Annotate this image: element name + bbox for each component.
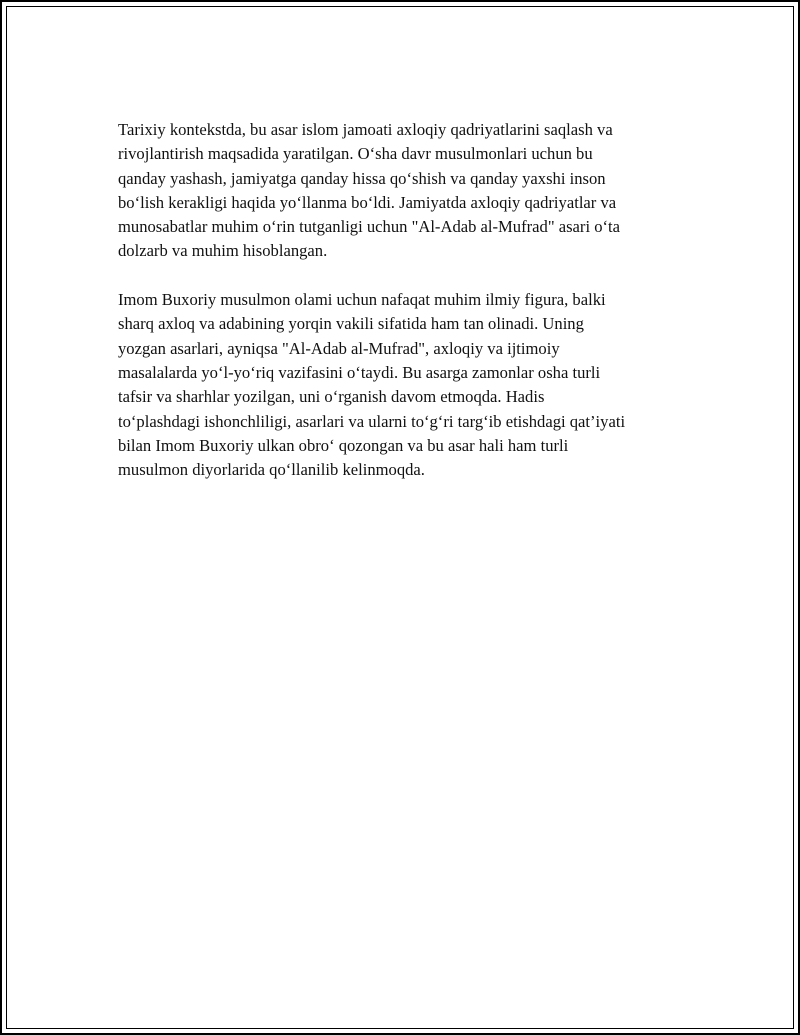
text-line: yozgan asarlari, ayniqsa "Al-Adab al-Mufrad", axloqiy va ijtimoiy <box>118 338 560 358</box>
text-line: bilan Imom Buxoriy ulkan obro‘ qozongan va bu asar hali ham turli <box>118 435 569 455</box>
text-line: Tarixiy kontekstda, bu asar islom jamoati axloqiy qadriyatlarini saqlash va <box>118 120 613 139</box>
paragraph-1 <box>118 118 698 264</box>
text-line: munosabatlar muhim o‘rin tutganligi uchun "Al-Adab al-Mufrad" asari o‘ta <box>118 217 621 237</box>
text-line: Imom Buxoriy musulmon olami uchun nafaqat muhim ilmiy figura, balki <box>118 290 606 310</box>
text-line: bo‘lish kerakligi haqida yo‘llanma bo‘ldi. Jamiyatda axloqiy qadriyatlar va <box>118 192 617 212</box>
text-line: masalalarda yo‘l-yo‘riq vazifasini o‘taydi. Bu asarga zamonlar osha turli <box>118 362 601 382</box>
text-line: rivojlantirish maqsadida yaratilgan. O‘sha davr musulmonlari uchun bu <box>118 144 593 164</box>
document-body <box>118 118 698 507</box>
text-line: qanday yashash, jamiyatga qanday hissa qo‘shish va qanday yaxshi inson <box>118 168 606 188</box>
text-line: to‘plashdagi ishonchliligi, asarlari va ularni to‘g‘ri targ‘ib etishdagi qat’iyati <box>118 411 626 431</box>
text-line: musulmon diyorlarida qo‘llanilib kelinmoqda. <box>118 460 425 480</box>
text-line: tafsir va sharhlar yozilgan, uni o‘rganish davom etmoqda. Hadis <box>118 387 545 407</box>
text-line: sharq axloq va adabining yorqin vakili sifatida ham tan olinadi. Uning <box>118 314 584 334</box>
paragraph-2 <box>118 288 698 482</box>
text-line: dolzarb va muhim hisoblangan. <box>118 241 328 261</box>
